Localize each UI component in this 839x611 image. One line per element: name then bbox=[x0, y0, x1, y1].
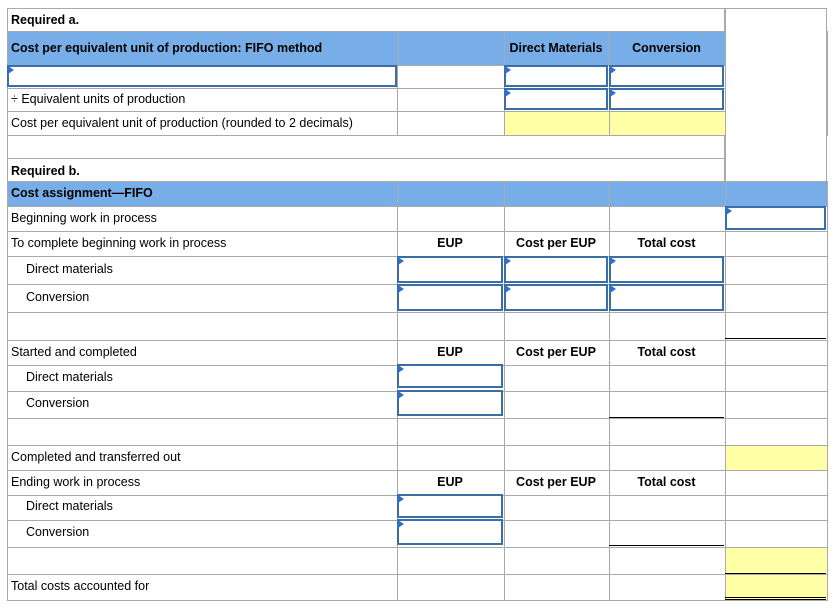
grid-cell bbox=[609, 181, 726, 207]
grid-cell bbox=[725, 231, 828, 257]
beginning-direct-materials-label: Direct materials bbox=[26, 262, 113, 276]
grid-cell bbox=[725, 445, 828, 471]
grid-cell bbox=[609, 445, 726, 471]
cost-assignment-title: Cost assignment—FIFO bbox=[11, 186, 153, 200]
cost-per-eup-col-header-1: Cost per EUP bbox=[516, 236, 596, 250]
conversion-cost-input[interactable] bbox=[609, 65, 724, 87]
ending-conv-eup-input[interactable] bbox=[397, 519, 503, 545]
eup-col-header-2: EUP bbox=[437, 345, 463, 359]
total-costs-label: Total costs accounted for bbox=[11, 579, 150, 593]
cost-per-eup-row-label: Cost per equivalent unit of production (rounded to 2 decimals) bbox=[11, 116, 353, 130]
completed-transferred-label: Completed and transferred out bbox=[11, 450, 181, 464]
grid-cell bbox=[504, 495, 610, 521]
cost-label-input[interactable] bbox=[7, 65, 397, 87]
required-b-heading: Required b. bbox=[11, 164, 80, 178]
grid-cell bbox=[609, 365, 726, 392]
beginning-conversion-label: Conversion bbox=[26, 290, 90, 304]
grid-cell bbox=[397, 181, 505, 207]
grid-cell bbox=[725, 312, 828, 341]
grid-cell bbox=[504, 574, 610, 601]
ending-conversion-label: Conversion bbox=[26, 525, 90, 539]
grid-cell bbox=[504, 547, 610, 575]
grid-cell bbox=[397, 312, 505, 341]
beginning-conv-cost-per-eup-input[interactable] bbox=[504, 284, 608, 311]
total-cost-col-header-2: Total cost bbox=[637, 345, 696, 359]
grid-cell bbox=[397, 111, 505, 136]
grid-cell bbox=[725, 520, 828, 548]
grid-cell bbox=[725, 365, 828, 392]
grid-cell bbox=[7, 8, 725, 32]
conversion-eup-input[interactable] bbox=[609, 88, 724, 110]
started-dm-eup-input[interactable] bbox=[397, 364, 503, 388]
grid-cell bbox=[609, 418, 726, 446]
total-cost-col-header-1: Total cost bbox=[637, 236, 696, 250]
grid-cell bbox=[609, 111, 726, 136]
direct-materials-cost-input[interactable] bbox=[504, 65, 608, 87]
grid-cell bbox=[725, 256, 828, 285]
fifo-section-title: Cost per equivalent unit of production: FIFO method bbox=[11, 41, 323, 55]
beginning-wip-total-input[interactable] bbox=[725, 206, 826, 230]
grid-cell bbox=[397, 206, 505, 232]
grid-cell bbox=[609, 391, 726, 419]
grid-cell bbox=[725, 495, 828, 521]
grid-cell bbox=[609, 520, 726, 548]
subtotal-line bbox=[725, 338, 826, 339]
beginning-wip-label: Beginning work in process bbox=[11, 211, 157, 225]
grid-cell bbox=[504, 312, 610, 341]
subtotal-line bbox=[609, 545, 724, 546]
grid-cell bbox=[725, 284, 828, 313]
ending-direct-materials-label: Direct materials bbox=[26, 499, 113, 513]
started-conv-eup-input[interactable] bbox=[397, 390, 503, 416]
eup-col-header-1: EUP bbox=[437, 236, 463, 250]
grid-cell bbox=[725, 181, 828, 207]
beginning-conv-eup-input[interactable] bbox=[397, 284, 503, 311]
total-cost-col-header-3: Total cost bbox=[637, 475, 696, 489]
direct-materials-col-header: Direct Materials bbox=[509, 41, 603, 55]
started-conversion-label: Conversion bbox=[26, 396, 90, 410]
ending-dm-eup-input[interactable] bbox=[397, 494, 503, 518]
grid-cell bbox=[725, 340, 828, 366]
conversion-col-header: Conversion bbox=[632, 41, 701, 55]
grid-cell bbox=[609, 547, 726, 575]
grid-cell bbox=[725, 418, 828, 446]
grid-cell bbox=[397, 418, 505, 446]
grid-cell bbox=[7, 312, 398, 341]
grid-cell bbox=[725, 391, 828, 419]
beginning-dm-cost-per-eup-input[interactable] bbox=[504, 256, 608, 283]
subtotal-line bbox=[725, 573, 826, 574]
grid-cell bbox=[504, 520, 610, 548]
grid-cell bbox=[609, 495, 726, 521]
required-a-heading: Required a. bbox=[11, 13, 80, 27]
grid-cell bbox=[609, 206, 726, 232]
subtotal-line bbox=[609, 417, 724, 418]
grid-cell bbox=[397, 547, 505, 575]
ending-wip-label: Ending work in process bbox=[11, 475, 141, 489]
grid-cell bbox=[397, 88, 505, 112]
eup-col-header-3: EUP bbox=[437, 475, 463, 489]
grid-cell bbox=[504, 365, 610, 392]
grid-cell bbox=[725, 8, 827, 182]
grid-cell bbox=[504, 445, 610, 471]
total-double-line bbox=[725, 597, 826, 598]
grid-cell bbox=[725, 547, 828, 575]
grid-cell bbox=[725, 470, 828, 496]
grid-cell bbox=[397, 65, 505, 89]
cost-per-eup-col-header-3: Cost per EUP bbox=[516, 475, 596, 489]
total-double-line bbox=[725, 599, 826, 600]
grid-cell bbox=[504, 181, 610, 207]
grid-cell bbox=[7, 547, 398, 575]
grid-cell bbox=[397, 31, 505, 66]
started-direct-materials-label: Direct materials bbox=[26, 370, 113, 384]
grid-cell bbox=[7, 135, 725, 159]
grid-cell bbox=[504, 206, 610, 232]
eup-row-label: ÷ Equivalent units of production bbox=[11, 92, 186, 106]
grid-cell bbox=[609, 574, 726, 601]
grid-cell bbox=[7, 418, 398, 446]
grid-cell bbox=[397, 574, 505, 601]
beginning-conv-total-cost-input[interactable] bbox=[609, 284, 724, 311]
cost-per-eup-col-header-2: Cost per EUP bbox=[516, 345, 596, 359]
grid-cell bbox=[609, 312, 726, 341]
grid-cell bbox=[504, 418, 610, 446]
beginning-dm-eup-input[interactable] bbox=[397, 256, 503, 283]
grid-cell bbox=[504, 391, 610, 419]
to-complete-beginning-label: To complete beginning work in process bbox=[11, 236, 227, 250]
beginning-dm-total-cost-input[interactable] bbox=[609, 256, 724, 283]
started-completed-label: Started and completed bbox=[11, 345, 137, 359]
grid-cell bbox=[504, 111, 610, 136]
grid-cell bbox=[7, 158, 725, 182]
direct-materials-eup-input[interactable] bbox=[504, 88, 608, 110]
grid-cell bbox=[397, 445, 505, 471]
